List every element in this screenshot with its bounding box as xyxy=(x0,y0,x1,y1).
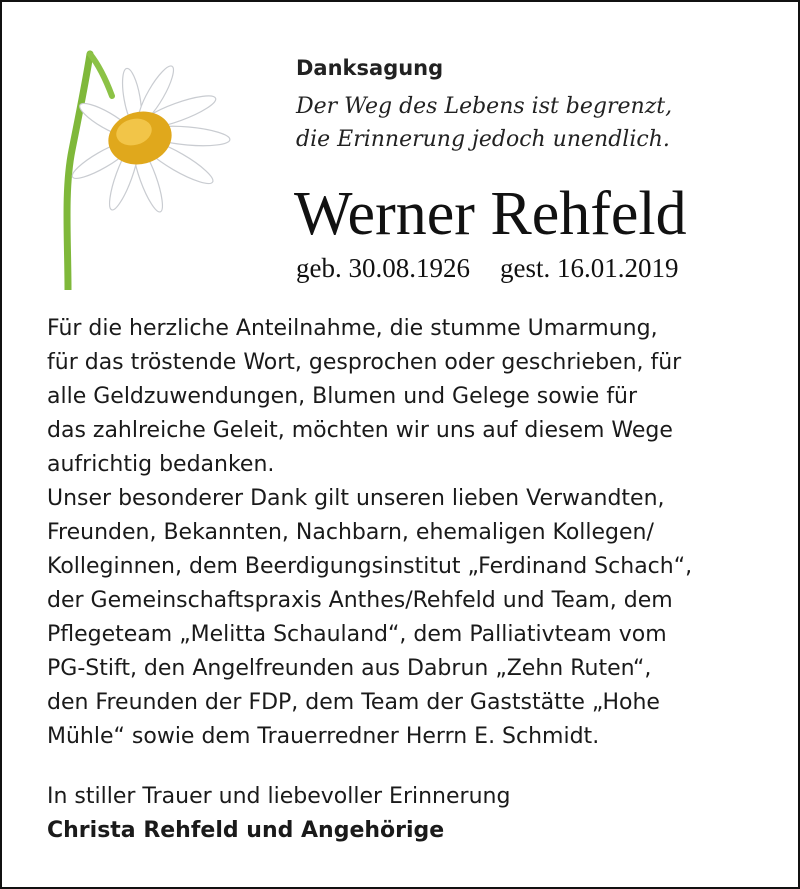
deceased-name: Werner Rehfeld xyxy=(294,180,687,248)
motto-line: die Erinnerung jedoch unendlich. xyxy=(296,127,670,152)
text-line: den Freunden der FDP, dem Team der Gaststätte „Hohe xyxy=(47,690,660,715)
text-line: PG-Stift, den Angelfreunden aus Dabrun „Zehn Ruten“, xyxy=(47,656,652,681)
motto-quote xyxy=(296,90,672,156)
closing-line: In stiller Trauer und liebevoller Erinnerung xyxy=(47,784,511,809)
heading-danksagung: Danksagung xyxy=(296,56,444,80)
text-line: für das tröstende Wort, gesprochen oder geschrieben, für xyxy=(47,350,682,375)
life-dates xyxy=(296,252,678,284)
death-date: gest. 16.01.2019 xyxy=(499,253,679,283)
text-line: Unser besonderer Dank gilt unseren lieben Verwandten, xyxy=(47,486,665,511)
closing-block xyxy=(47,780,510,848)
text-line: alle Geldzuwendungen, Blumen und Gelege sowie für xyxy=(47,384,638,409)
daisy-flower-image xyxy=(28,50,234,290)
birth-date: geb. 30.08.1926 xyxy=(296,253,470,283)
text-line: Für die herzliche Anteilnahme, die stumme Umarmung, xyxy=(47,316,658,341)
text-line: Pflegeteam „Melitta Schauland“, dem Palliativteam vom xyxy=(47,622,667,647)
text-line: aufrichtig bedanken. xyxy=(47,452,275,477)
motto-line: Der Weg des Lebens ist begrenzt, xyxy=(296,94,673,119)
text-line: Mühle“ sowie dem Trauerredner Herrn E. Schmidt. xyxy=(47,724,600,749)
thanks-text xyxy=(47,312,792,754)
text-line: Kolleginnen, dem Beerdigungsinstitut „Ferdinand Schach“, xyxy=(47,554,693,579)
signature: Christa Rehfeld und Angehörige xyxy=(47,818,445,843)
text-line: das zahlreiche Geleit, möchten wir uns auf diesem Wege xyxy=(47,418,673,443)
text-line: Freunden, Bekannten, Nachbarn, ehemaligen Kollegen/ xyxy=(47,520,654,545)
text-line: der Gemeinschaftspraxis Anthes/Rehfeld und Team, dem xyxy=(47,588,673,613)
